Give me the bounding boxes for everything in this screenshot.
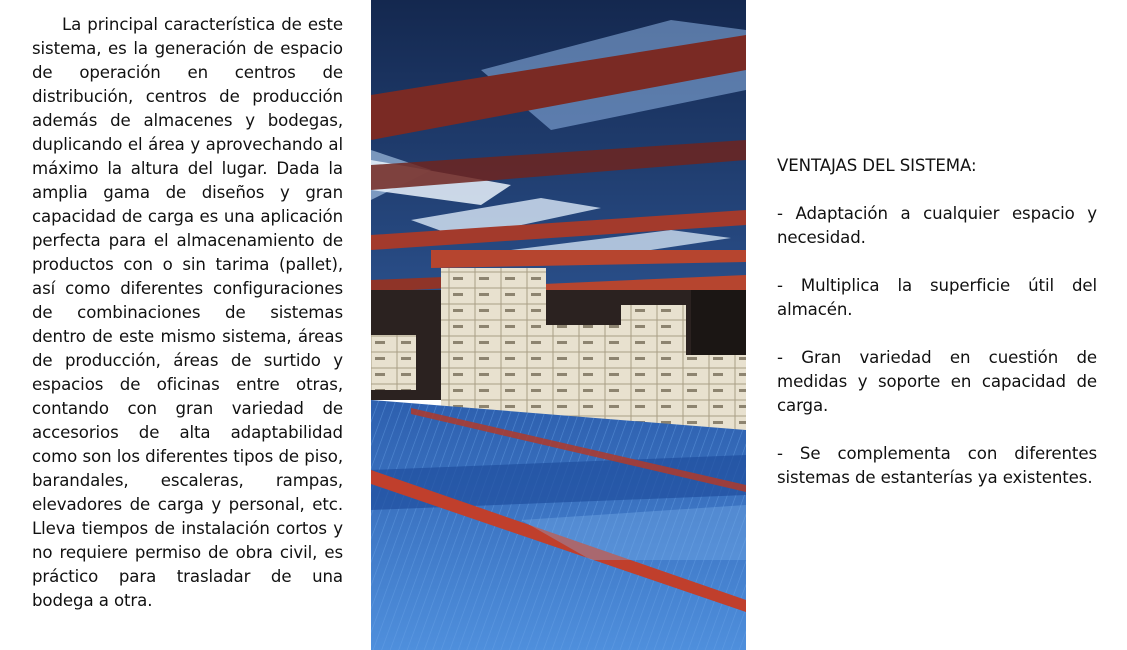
warehouse-mezzanine-photo — [371, 0, 746, 650]
description-paragraph: La principal característica de este sistema, es la generación de espacio de operación en centros de distribución, centros de producción además de almacenes y bodegas, duplicando el área y aprovechando al máximo la altura del lugar. Dada la amplia gama de diseños y gran capacidad de carga es una aplicación perfecta para el almacenamiento de productos con o sin tarima (pallet), así como diferentes configuraciones de combinaciones de sistemas dentro de este mismo sistema, áreas de producción, áreas de surtido y espacios de oficinas entre otras, contando con gran variedad de accesorios de alta adaptabilidad como son los diferentes tipos de piso, barandales, escaleras, rampas, elevadores de carga y personal, etc. Lleva tiempos de instalación cortos y no requiere permiso de obra civil, es práctico para trasladar de una bodega a otra. — [32, 15, 343, 610]
description-text-block — [32, 13, 343, 613]
advantages-heading: VENTAJAS DEL SISTEMA: — [777, 156, 977, 175]
advantage-item: - Se complementa con diferentes sistemas de estanterías ya existentes. — [777, 444, 1097, 487]
advantages-section — [777, 154, 1097, 514]
advantage-item: - Adaptación a cualquier espacio y necesidad. — [777, 204, 1097, 247]
advantage-item: - Gran variedad en cuestión de medidas y soporte en capacidad de carga. — [777, 348, 1097, 415]
advantage-item: - Multiplica la superficie útil del almacén. — [777, 276, 1097, 319]
